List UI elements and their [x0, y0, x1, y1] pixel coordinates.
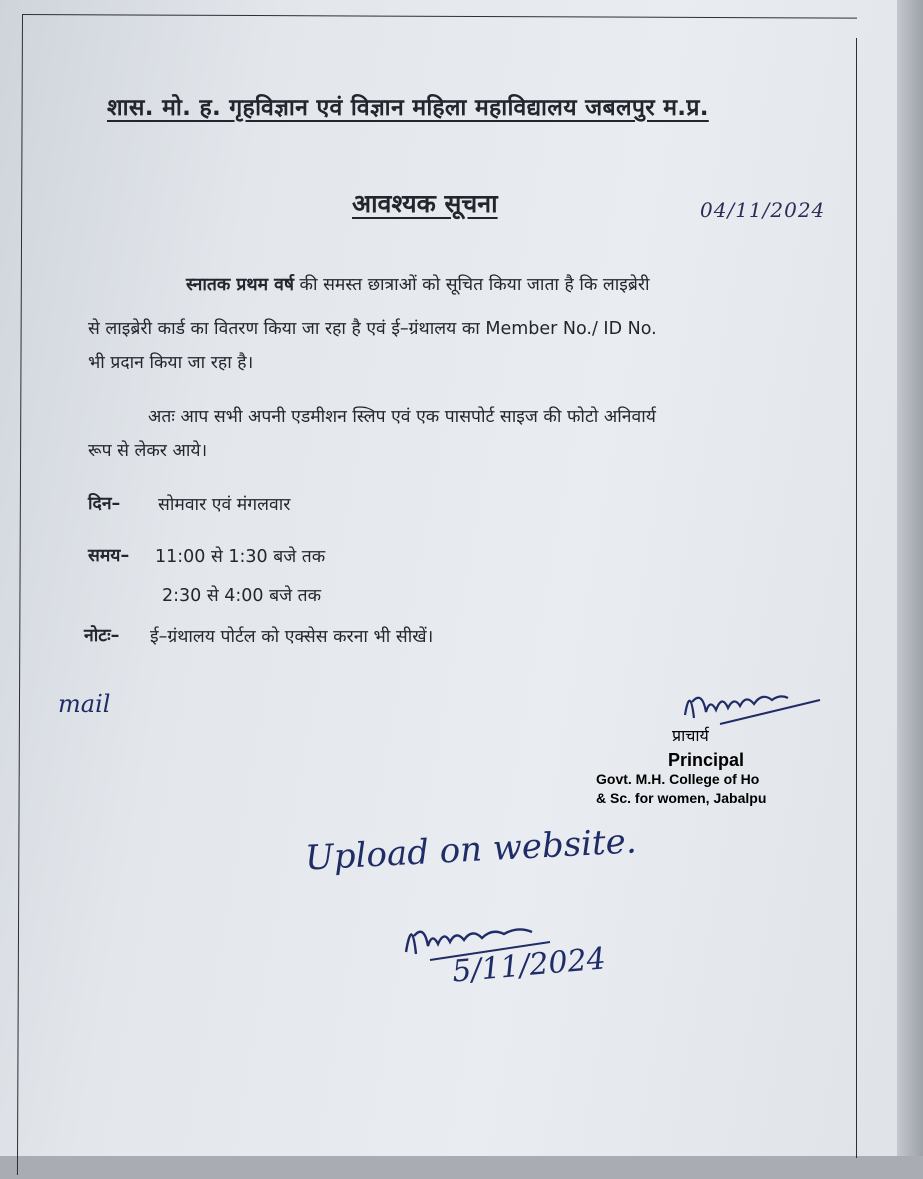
institution-heading: शास. मो. ह. गृहविज्ञान एवं विज्ञान महिला महाविद्यालय जबलपुर म.प्र. — [107, 95, 709, 121]
time-slot-1: 11:00 से 1:30 बजे तक — [155, 547, 326, 567]
principal-signature-graphic — [680, 680, 830, 730]
note-label: नोटः– — [84, 626, 120, 646]
paragraph1-line3: भी प्रदान किया जा रहा है। — [88, 353, 254, 373]
principal-title-english: Principal — [668, 750, 745, 770]
day-value: सोमवार एवं मंगलवार — [158, 495, 291, 515]
handwritten-initials-left: mail — [58, 690, 111, 718]
day-label: दिन– — [88, 494, 121, 514]
page-border-right — [856, 38, 857, 1158]
paper-edge — [897, 0, 923, 1156]
handwritten-instruction: Upload on website. — [304, 821, 638, 879]
handwritten-second-date: 5/11/2024 — [450, 941, 608, 990]
note-value: ई–ग्रंथालय पोर्टल को एक्सेस करना भी सीखें। — [150, 627, 434, 647]
principal-title-hindi: प्राचार्य — [672, 726, 709, 745]
notice-title: आवश्यक सूचना — [352, 189, 498, 218]
time-label: समय– — [88, 546, 130, 566]
handwritten-date: 04/11/2024 — [700, 198, 826, 222]
paragraph2-line1: अतः आप सभी अपनी एडमीशन स्लिप एवं एक पासपोर्ट साइज की फोटो अनिवार्य — [148, 407, 656, 427]
paragraph1-line2: से लाइब्रेरी कार्ड का वितरण किया जा रहा है एवं ई–ग्रंथालय का Member No./ ID No. — [88, 319, 657, 339]
paragraph1-line1 — [186, 272, 650, 296]
college-name-line2: & Sc. for women, Jabalpu — [596, 790, 767, 806]
time-slot-2: 2:30 से 4:00 बजे तक — [162, 586, 322, 606]
college-name-line1: Govt. M.H. College of Ho — [596, 771, 760, 787]
paragraph1-rest: की समस्त छात्राओं को सूचित किया जाता है कि लाइब्रेरी — [293, 275, 650, 295]
paragraph2-line2: रूप से लेकर आये। — [88, 441, 208, 461]
paragraph1-bold-phrase: स्नातक प्रथम वर्ष — [186, 275, 294, 295]
